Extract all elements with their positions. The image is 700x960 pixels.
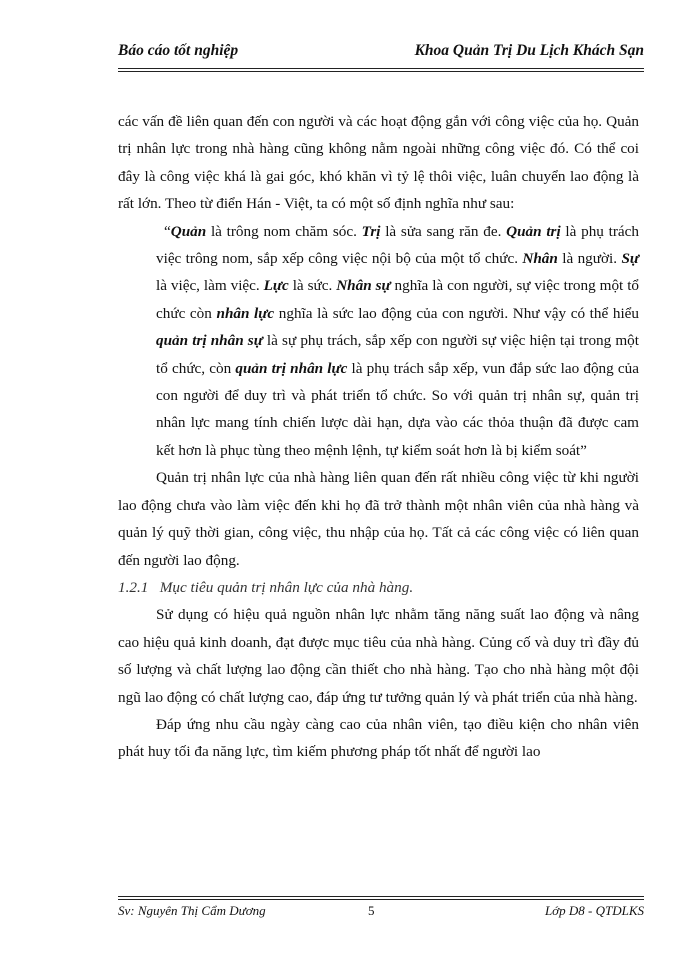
page-header — [118, 42, 644, 68]
quote-text: là sửa sang răn đe. — [380, 222, 507, 240]
quote-term: Quản trị — [506, 222, 561, 240]
quote-text: là việc, làm việc. — [156, 277, 264, 295]
quote-text: nghĩa là con người, sự việc trong một tổ chức còn — [156, 277, 640, 322]
header-faculty: Khoa Quản Trị Du Lịch Khách Sạn — [414, 42, 644, 59]
quote-term: Lực — [263, 277, 289, 295]
quote-term: Quản — [170, 222, 207, 240]
footer-rule-second — [118, 899, 644, 900]
quote-text: là trông nom chăm sóc. — [206, 222, 362, 240]
footer-student: Sv: Nguyên Thị Cẩm Dương — [118, 903, 266, 918]
quote-text: là phụ trách việc trông nom, sắp xếp công việc nội bộ của một tổ chức. — [156, 222, 639, 268]
paragraph-intro: các vấn đề liên quan đến con người và các hoạt động gắn với công việc của họ. Quản trị nhân lực trong nhà hàng cũng không nằm ngoài những công việc đó. Có thể coi đây là công việc khá là gai góc, khó khăn vì tỷ lệ thôi việc, luân chuyển lao động là rất lớn. Theo từ điển Hán - Việt, ta có một số định nghĩa như sau: — [118, 113, 639, 213]
quote-term: nhân lực — [216, 304, 275, 322]
header-rule — [118, 68, 644, 69]
page-footer — [118, 903, 644, 923]
quote-term: Nhân sự — [336, 277, 391, 295]
quote-text: nghĩa là sức lao động của con người. Như vậy có thể hiểu — [274, 304, 639, 322]
section-heading: 1.2.1 Mục tiêu quản trị nhân lực của nhà hàng. — [118, 578, 414, 596]
quote-term: Nhân — [522, 250, 558, 268]
definition-quote — [118, 218, 639, 465]
page-content — [118, 108, 639, 766]
paragraph-employee-needs: Đáp ứng nhu cầu ngày càng cao của nhân viên, tạo điều kiện cho nhân viên phát huy tối đa năng lực, tìm kiếm phương pháp tốt nhất để người lao — [118, 715, 639, 761]
quote-term: quản trị nhân lực — [235, 359, 348, 377]
quote-term: Trị — [361, 222, 381, 240]
footer-class: Lớp D8 - QTDLKS — [544, 903, 644, 918]
paragraph-scope: Quản trị nhân lực của nhà hàng liên quan đến rất nhiều công việc từ khi người lao động chưa vào làm việc đến khi họ đã trở thành một nhân viên của nhà hàng và quản lý quỹ thời gian, công việc, thu nhập của họ. Tất cả các công việc có liên quan đến người lao động. — [118, 469, 639, 569]
quote-text: là người. — [557, 250, 622, 268]
quote-text: “ — [164, 222, 171, 240]
quote-text: là sự phụ trách, sắp xếp con người sự việc hiện tại trong một tổ chức, còn — [156, 332, 639, 377]
footer-rule — [118, 896, 644, 897]
quote-text: là phụ trách sắp xếp, vun đắp sức lao động của con người để duy trì và phát triển tổ chức. So với quản trị nhân sự, quản trị nhân lực mang tính chiến lược dài hạn, dựa vào các thỏa thuận đã được cam kết hơn là phục tùng theo mệnh lệnh, tự kiểm soát hơn là bị kiểm soát” — [156, 359, 639, 459]
quote-term: quản trị nhân sự — [156, 332, 263, 350]
header-rule-second — [118, 71, 644, 72]
header-report-title: Báo cáo tốt nghiệp — [118, 42, 239, 59]
page-number: 5 — [368, 903, 375, 918]
quote-term: Sự — [621, 250, 639, 268]
paragraph-objectives: Sử dụng có hiệu quả nguồn nhân lực nhằm tăng năng suất lao động và nâng cao hiệu quả kinh doanh, đạt được mục tiêu của nhà hàng. Củng cố và duy trì đầy đủ số lượng và chất lượng lao động cần thiết cho nhà hàng. Tạo cho nhà hàng một đội ngũ lao động có chất lượng cao, đáp ứng tư tưởng quản lý và phát triển của nhà hàng. — [118, 606, 639, 706]
quote-text: là sức. — [288, 277, 337, 295]
